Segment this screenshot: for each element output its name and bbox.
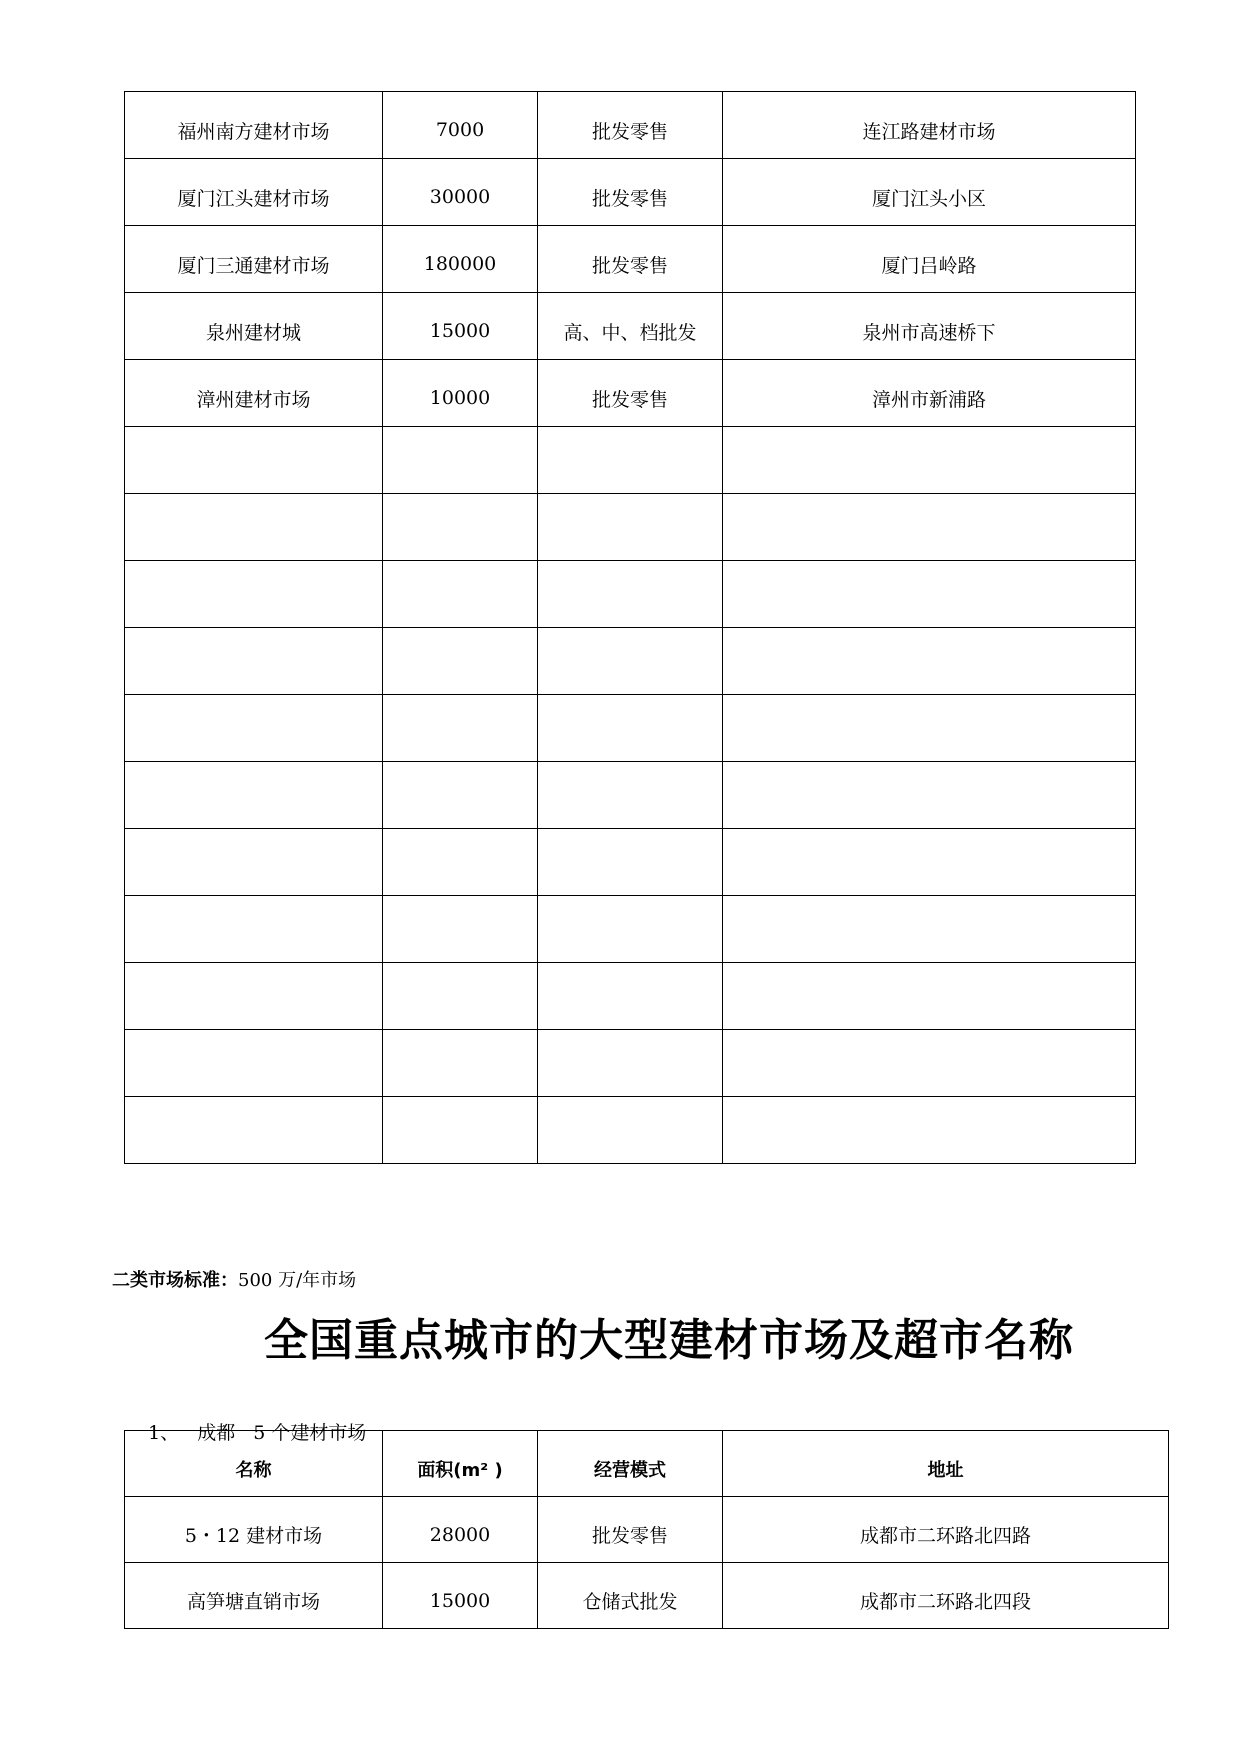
empty-cell <box>125 695 383 762</box>
section-count: 5 个建材市场 <box>253 1422 367 1444</box>
empty-cell <box>383 427 538 494</box>
empty-cell <box>383 561 538 628</box>
market-name-cell: 5・12 建材市场 <box>125 1497 383 1563</box>
table-header-row <box>125 1431 1169 1497</box>
empty-cell <box>383 1097 538 1164</box>
empty-cell <box>538 762 723 829</box>
market-standard-line <box>112 1266 356 1292</box>
area-cell: 10000 <box>383 360 538 427</box>
market-name-cell: 泉州建材城 <box>125 293 383 360</box>
table-row <box>125 1563 1169 1629</box>
section-number: 1、 <box>148 1422 180 1444</box>
empty-cell <box>723 494 1136 561</box>
standard-value: 500 万/年市场 <box>238 1270 357 1291</box>
column-header: 面积(m² ) <box>383 1431 538 1497</box>
section-city: 成都 <box>197 1422 236 1444</box>
empty-table-row <box>125 963 1136 1030</box>
empty-cell <box>723 427 1136 494</box>
business-mode-cell: 仓储式批发 <box>538 1563 723 1629</box>
empty-cell <box>383 829 538 896</box>
empty-cell <box>723 896 1136 963</box>
empty-cell <box>383 695 538 762</box>
market-name-cell: 厦门江头建材市场 <box>125 159 383 226</box>
market-name-cell: 高笋塘直销市场 <box>125 1563 383 1629</box>
empty-cell <box>538 963 723 1030</box>
business-mode-cell: 批发零售 <box>538 226 723 293</box>
address-cell: 成都市二环路北四路 <box>723 1497 1169 1563</box>
empty-cell <box>723 963 1136 1030</box>
market-name-cell: 漳州建材市场 <box>125 360 383 427</box>
table-row <box>125 360 1136 427</box>
empty-table-row <box>125 762 1136 829</box>
area-cell: 15000 <box>383 293 538 360</box>
address-cell: 连江路建材市场 <box>723 92 1136 159</box>
empty-cell <box>538 628 723 695</box>
page-title: 全国重点城市的大型建材市场及超市名称 <box>264 1315 1074 1366</box>
table-row <box>125 226 1136 293</box>
empty-cell <box>125 628 383 695</box>
empty-cell <box>383 762 538 829</box>
area-cell: 15000 <box>383 1563 538 1629</box>
empty-cell <box>723 829 1136 896</box>
empty-cell <box>538 695 723 762</box>
column-header: 地址 <box>723 1431 1169 1497</box>
column-header: 经营模式 <box>538 1431 723 1497</box>
empty-table-row <box>125 561 1136 628</box>
area-cell: 180000 <box>383 226 538 293</box>
area-cell: 30000 <box>383 159 538 226</box>
empty-cell <box>125 829 383 896</box>
empty-cell <box>383 1030 538 1097</box>
address-cell: 厦门吕岭路 <box>723 226 1136 293</box>
empty-table-row <box>125 628 1136 695</box>
table-row <box>125 92 1136 159</box>
business-mode-cell: 批发零售 <box>538 1497 723 1563</box>
empty-cell <box>125 561 383 628</box>
table-row <box>125 159 1136 226</box>
empty-cell <box>538 427 723 494</box>
address-cell: 泉州市高速桥下 <box>723 293 1136 360</box>
empty-cell <box>723 561 1136 628</box>
empty-cell <box>125 1097 383 1164</box>
empty-table-row <box>125 896 1136 963</box>
empty-cell <box>125 896 383 963</box>
column-header: 名称 <box>125 1431 383 1497</box>
empty-cell <box>383 494 538 561</box>
area-cell: 28000 <box>383 1497 538 1563</box>
empty-table-row <box>125 829 1136 896</box>
empty-cell <box>723 695 1136 762</box>
empty-cell <box>383 963 538 1030</box>
empty-cell <box>723 762 1136 829</box>
empty-cell <box>383 628 538 695</box>
empty-cell <box>538 1097 723 1164</box>
market-table-chengdu <box>124 1430 1169 1629</box>
empty-table-row <box>125 427 1136 494</box>
empty-cell <box>538 896 723 963</box>
empty-cell <box>383 896 538 963</box>
empty-cell <box>125 963 383 1030</box>
address-cell: 漳州市新浦路 <box>723 360 1136 427</box>
empty-cell <box>125 1030 383 1097</box>
empty-table-row <box>125 494 1136 561</box>
business-mode-cell: 高、中、档批发 <box>538 293 723 360</box>
table-row <box>125 293 1136 360</box>
table-row <box>125 1497 1169 1563</box>
business-mode-cell: 批发零售 <box>538 360 723 427</box>
empty-cell <box>538 494 723 561</box>
empty-cell <box>538 1030 723 1097</box>
empty-cell <box>723 628 1136 695</box>
market-name-cell: 厦门三通建材市场 <box>125 226 383 293</box>
empty-table-row <box>125 1030 1136 1097</box>
market-table-top <box>124 91 1136 1164</box>
empty-table-row <box>125 1097 1136 1164</box>
empty-cell <box>125 427 383 494</box>
area-cell: 7000 <box>383 92 538 159</box>
market-name-cell: 福州南方建材市场 <box>125 92 383 159</box>
empty-cell <box>125 494 383 561</box>
empty-cell <box>723 1030 1136 1097</box>
empty-cell <box>538 561 723 628</box>
business-mode-cell: 批发零售 <box>538 159 723 226</box>
empty-cell <box>125 762 383 829</box>
standard-label: 二类市场标准： <box>112 1270 238 1291</box>
address-cell: 厦门江头小区 <box>723 159 1136 226</box>
empty-cell <box>538 829 723 896</box>
empty-cell <box>723 1097 1136 1164</box>
empty-table-row <box>125 695 1136 762</box>
business-mode-cell: 批发零售 <box>538 92 723 159</box>
address-cell: 成都市二环路北四段 <box>723 1563 1169 1629</box>
